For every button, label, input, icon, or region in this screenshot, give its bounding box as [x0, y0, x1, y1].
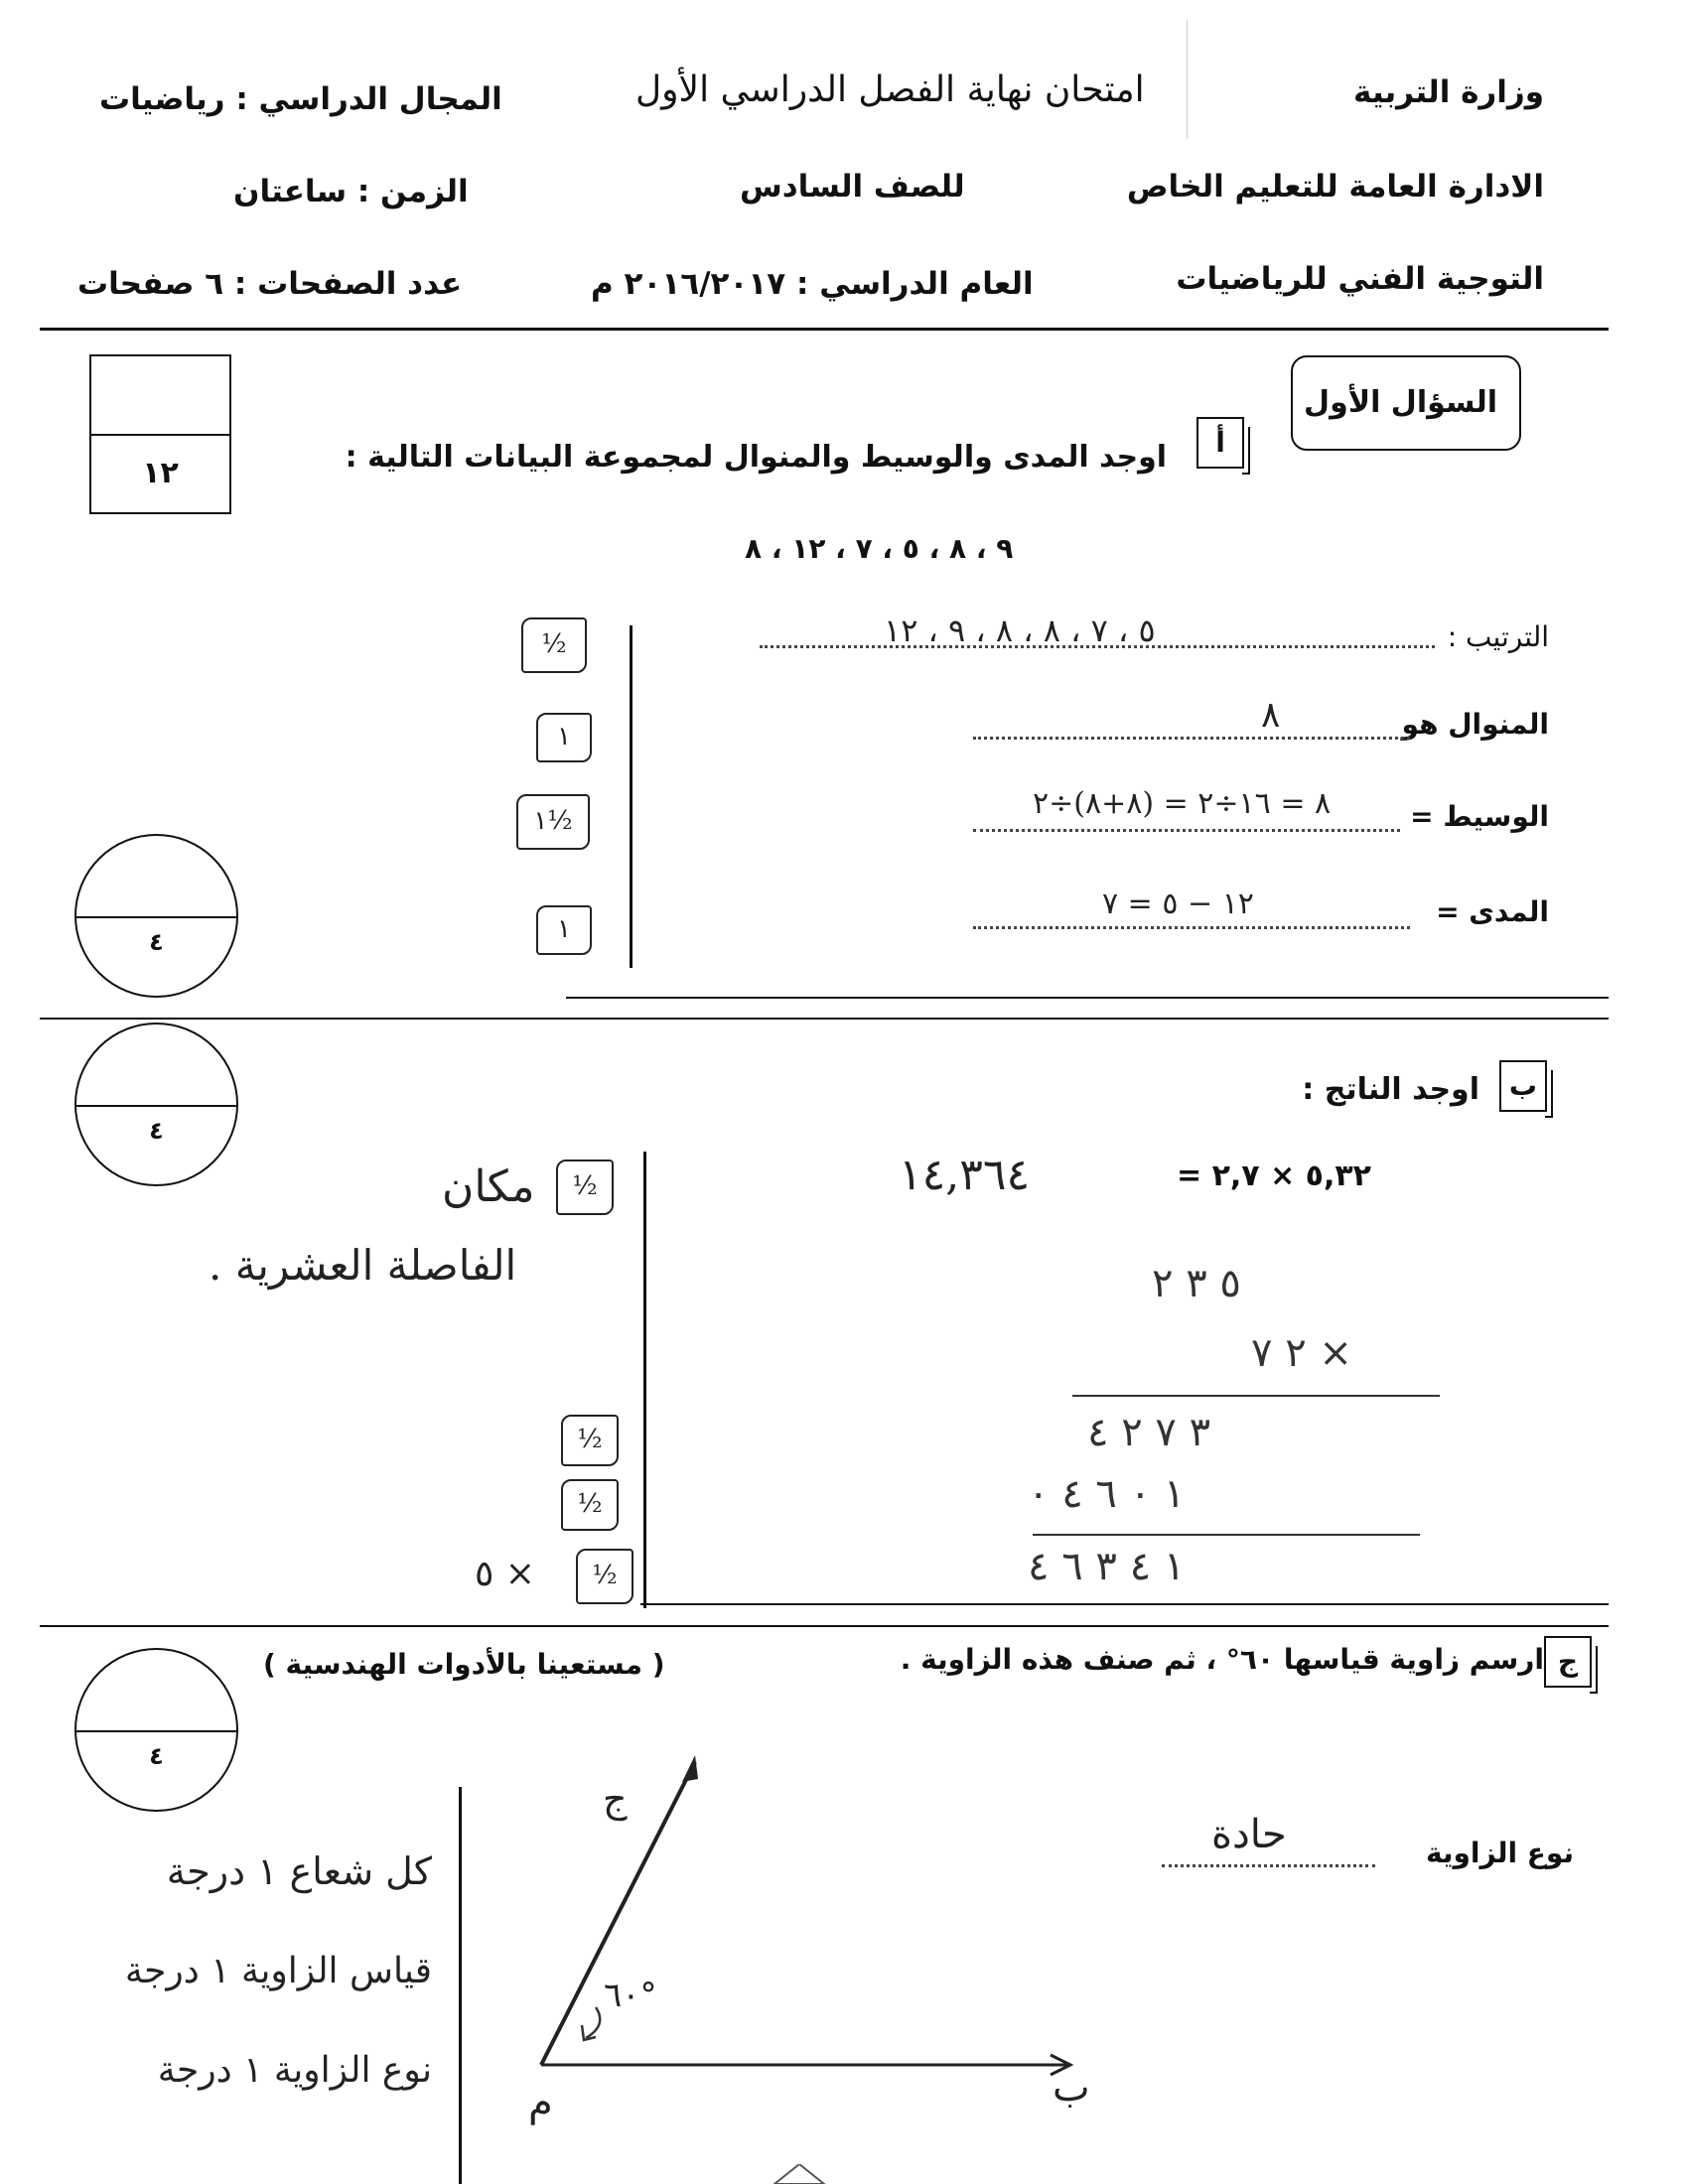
rubric-measure: قياس الزاوية ١ درجة: [124, 1951, 432, 1991]
partial-product-1: ٣ ٧ ٢ ٤: [1087, 1410, 1211, 1455]
order-mark: ½: [521, 617, 587, 673]
median-label: الوسيط =: [1410, 800, 1549, 833]
part-c-prompt: ارسم زاوية قياسها ٦٠° ، ثم صنف هذه الزاوية .: [900, 1643, 1544, 1676]
partial-product-2: ١ ٠ ٦ ٤ ٠: [1028, 1471, 1186, 1517]
question-title-box: [1291, 355, 1521, 451]
range-mark: ١: [536, 905, 592, 955]
final-product-row: ١ ٤ ٣ ٦ ٤: [1028, 1544, 1186, 1589]
angle-measure: ٦٠°: [604, 1976, 657, 2015]
part-a-rule-lower: [40, 1018, 1609, 1020]
part-c-label: ج: [1544, 1636, 1592, 1688]
ray-label-top: ج: [603, 1777, 628, 1821]
order-answer: ٥ ، ٧ ، ٨ ، ٨ ، ٩ ، ١٢: [884, 612, 1156, 649]
data-set: ٩ ، ٨ ، ٥ ، ٧ ، ١٢ ، ٨: [745, 532, 1014, 565]
tools-note: ( مستعينا بالأدوات الهندسية ): [263, 1648, 665, 1681]
part-a-rule-upper: [566, 997, 1609, 999]
part-b-label: ب: [1499, 1060, 1547, 1112]
note-mark: ½: [556, 1160, 614, 1215]
multiplication-rule-1: [1072, 1395, 1440, 1397]
step-mark-2: ½: [561, 1479, 619, 1531]
multiplication-rule-2: [1033, 1534, 1420, 1536]
exam-title: امتحان نهاية الفصل الدراسي الأول: [635, 69, 1145, 110]
step-mark-3: ½: [576, 1549, 633, 1604]
ray-am-arrow: [682, 1755, 698, 1782]
range-label: المدى =: [1436, 895, 1549, 928]
median-dots: [973, 829, 1400, 832]
part-a-score: ٤: [149, 928, 164, 957]
note-line-2: الفاصلة العشرية .: [209, 1241, 517, 1290]
part-b-rule-upper: [640, 1603, 1609, 1605]
part-a-score-circle: [74, 834, 238, 998]
part-c-score: ٤: [149, 1742, 164, 1771]
part-a-prompt: اوجد المدى والوسيط والمنوال لمجموعة البيانات التالية :: [345, 440, 1167, 475]
angle-arc: [586, 2007, 600, 2038]
range-dots: [973, 926, 1410, 929]
angle-type-answer: حادة: [1211, 1812, 1287, 1857]
exam-duration: الزمن : ساعتان: [233, 174, 469, 209]
order-label: الترتيب :: [1447, 620, 1549, 653]
page-count: عدد الصفحات : ٦ صفحات: [77, 266, 463, 302]
field-of-study: المجال الدراسي : رياضيات: [99, 81, 502, 117]
total-score: ١٢: [142, 456, 179, 490]
note-line-1: مكان: [442, 1161, 535, 1212]
rubric-type: نوع الزاوية ١ درجة: [157, 2050, 432, 2091]
mode-answer: ٨: [1261, 695, 1281, 736]
question-title: السؤال الأول: [1304, 385, 1497, 420]
part-c-divider: [459, 1787, 462, 2184]
step-mark-1: ½: [561, 1415, 619, 1466]
vertex-label: م: [528, 2080, 553, 2125]
angle-type-dots: [1162, 1864, 1375, 1867]
range-answer: ١٢ − ٥ = ٧: [1102, 887, 1254, 921]
angle-type-label: نوع الزاوية: [1426, 1837, 1574, 1869]
header-divider-tick: [1187, 20, 1188, 139]
header-rule: [40, 328, 1609, 331]
grade-level: للصف السادس: [740, 169, 965, 205]
step-mark-multiplier: ٥ ×: [475, 1554, 535, 1594]
median-answer: ٨ = ١٦÷٢ = (٨+٨)÷٢: [1033, 786, 1332, 821]
part-b-prompt: اوجد الناتج :: [1302, 1072, 1479, 1107]
part-b-score: ٤: [149, 1117, 164, 1146]
footer-emblem: [765, 2164, 834, 2184]
multiplier-row: × ٢ ٧: [1251, 1330, 1352, 1376]
academic-year: العام الدراسي : ٢٠١٦/٢٠١٧ م: [591, 266, 1034, 302]
department-name: الادارة العامة للتعليم الخاص: [1126, 169, 1544, 205]
mode-mark: ١: [536, 713, 592, 762]
part-a-divider: [630, 625, 633, 968]
ray-label-right: ب: [1053, 2065, 1090, 2111]
part-c-score-circle: [74, 1648, 238, 1812]
part-a-label: أ: [1196, 417, 1244, 469]
part-b-rule-lower: [40, 1625, 1609, 1627]
ministry-name: وزارة التربية: [1353, 74, 1544, 110]
product-result: ١٤,٣٦٤: [899, 1150, 1031, 1200]
mode-label: المنوال هو: [1401, 708, 1549, 741]
part-b-divider: [643, 1152, 646, 1608]
multiplicand-row: ٥ ٣ ٢: [1152, 1261, 1241, 1306]
technical-supervision: التوجية الفني للرياضيات: [1176, 261, 1544, 297]
mode-dots: [973, 737, 1410, 740]
median-mark: ١½: [516, 794, 590, 850]
rubric-ray: كل شعاع ١ درجة: [166, 1849, 432, 1893]
part-b-score-circle: [74, 1023, 238, 1186]
total-score-box: [89, 354, 231, 514]
product-expression: ٥,٣٢ × ٢,٧ =: [1177, 1159, 1371, 1193]
